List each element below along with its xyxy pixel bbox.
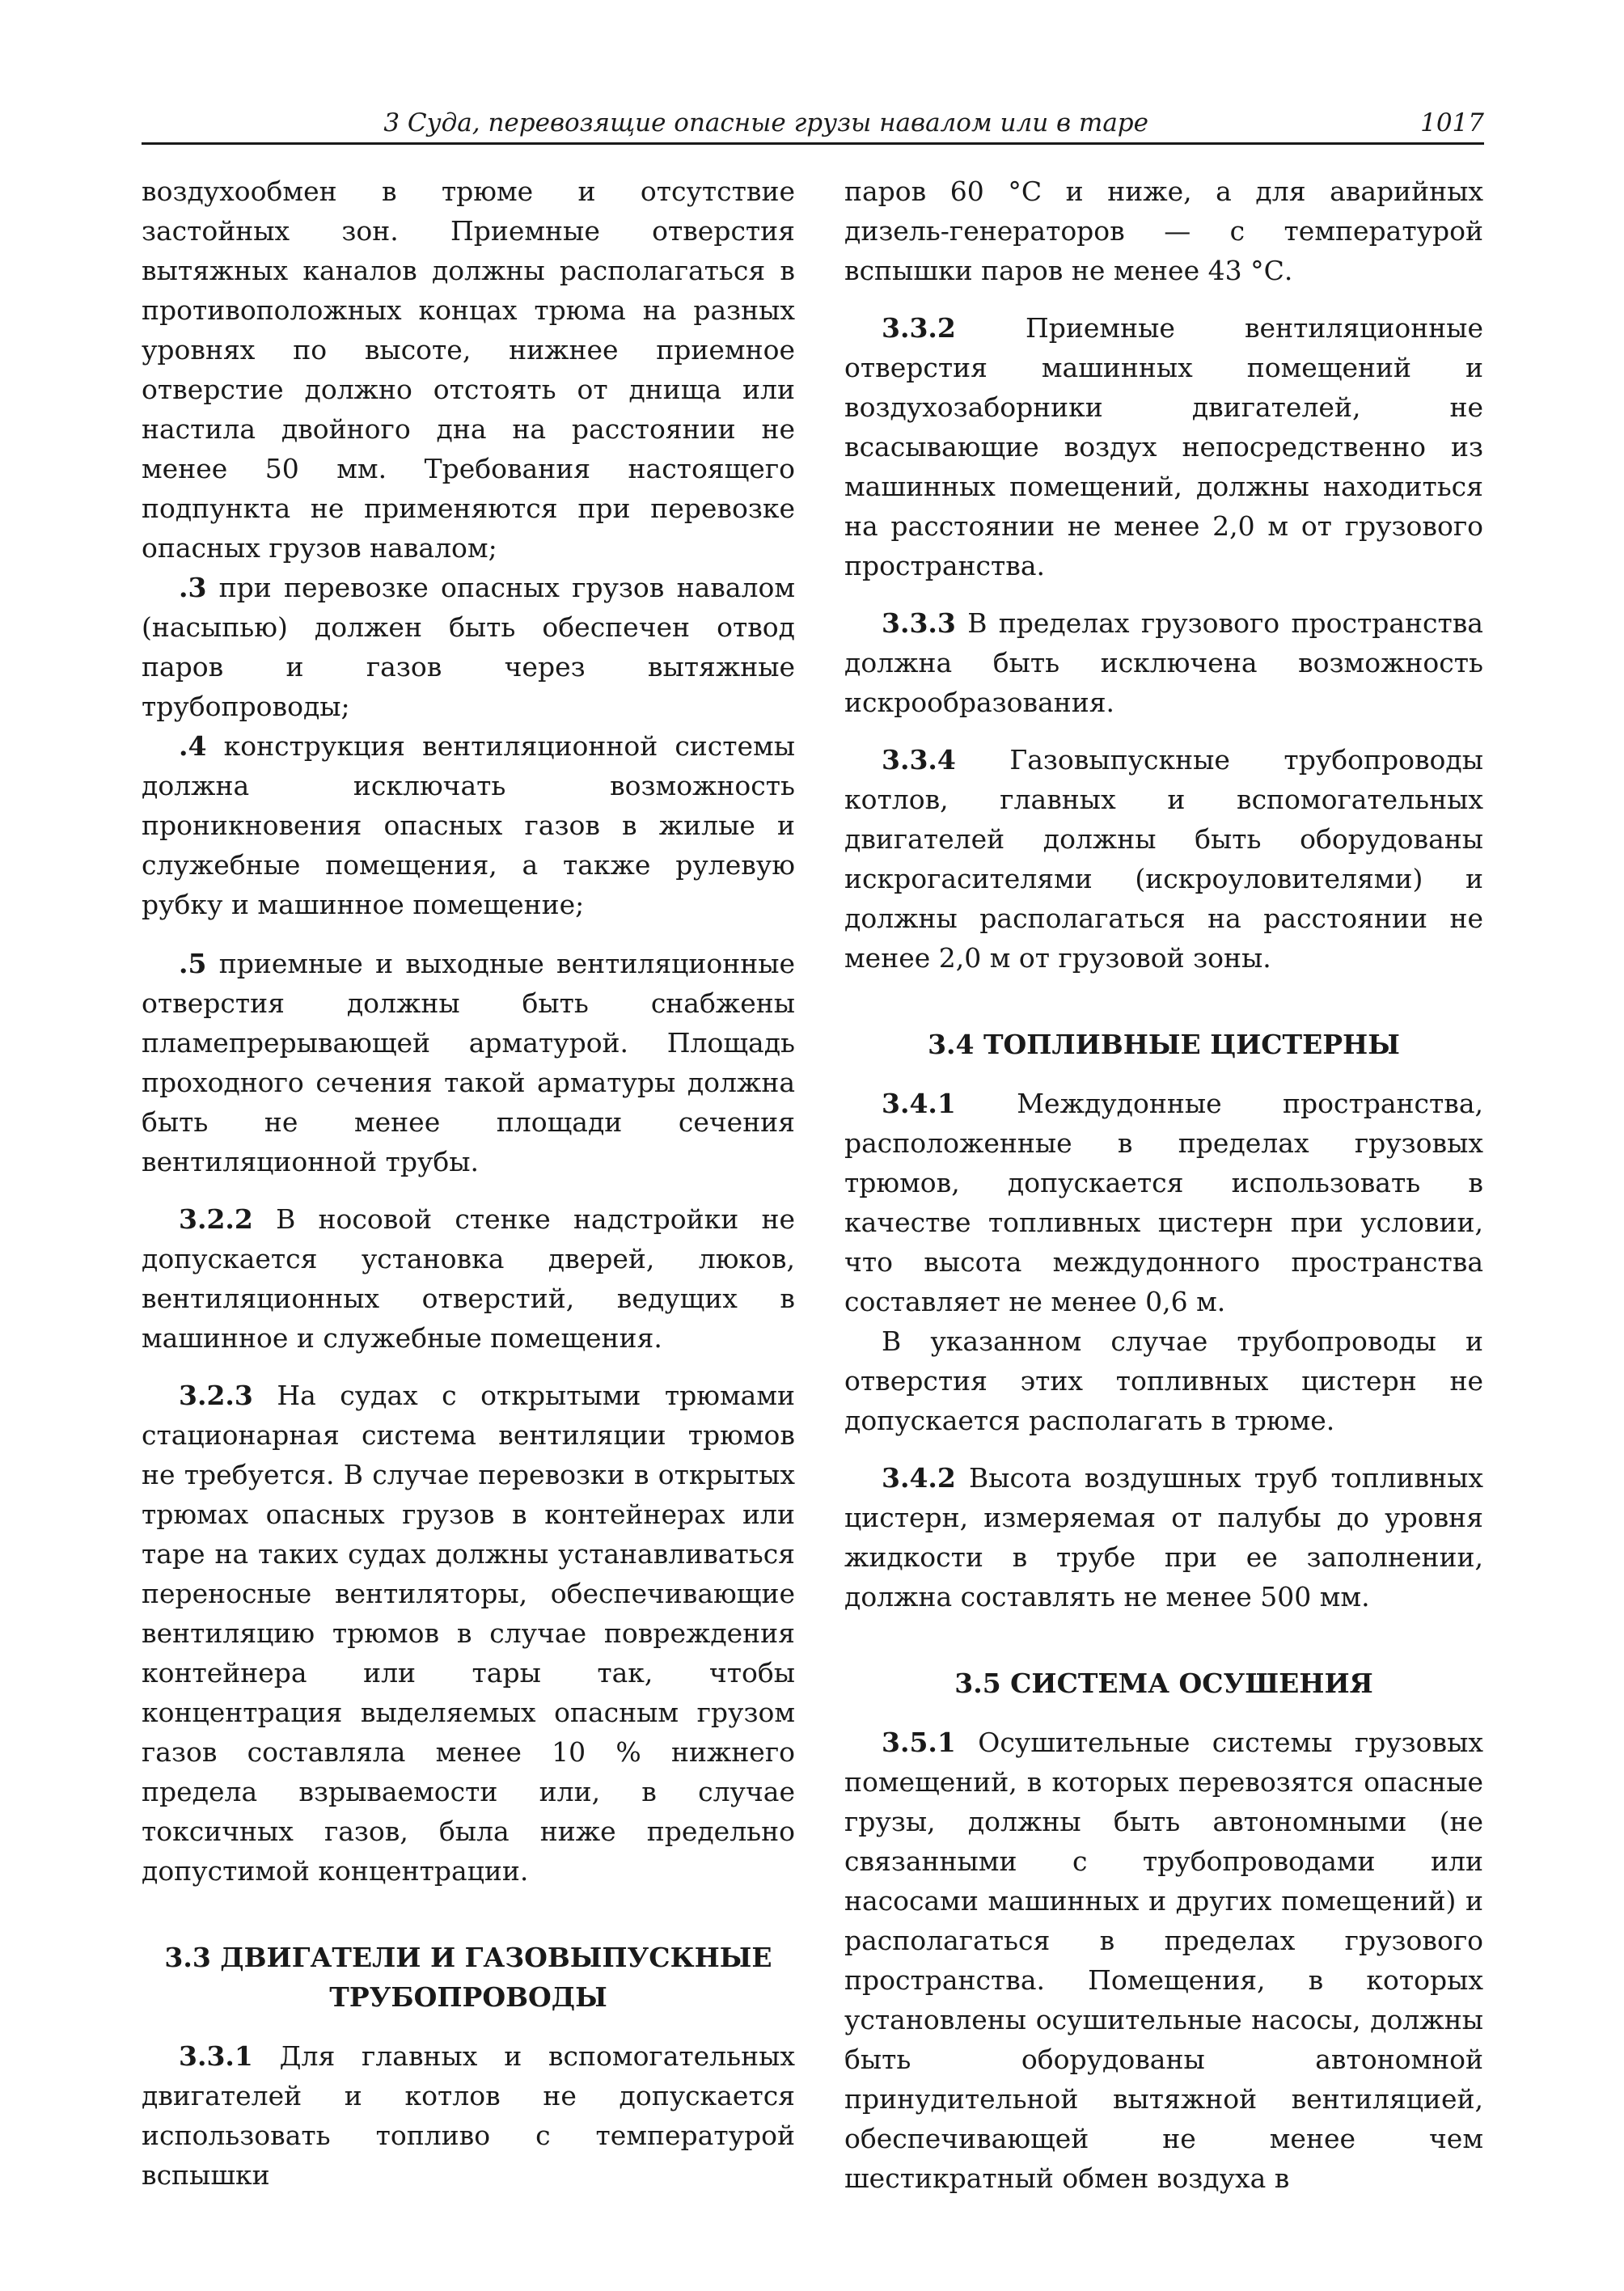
clause-text: Высота воздушных труб топливных цистерн, измеряемая от палубы до уровня жидкости в трубе при ее заполнении, должна составлять не менее 500 мм. [844, 1462, 1483, 1613]
clause-number: 3.2.3 [179, 1380, 253, 1411]
item-number: .5 [179, 948, 207, 979]
clause-text: Приемные вентиляционные отверстия машинных помещений и воздухозаборники двигателей, не всасывающие воздух непосредственно из машинных помещений, должны находиться на расстоянии не менее 2,0 м от грузового пространства. [844, 312, 1483, 581]
paragraph-3-3-4 [844, 740, 1483, 978]
page-number: 1017 [1420, 108, 1484, 137]
heading-line-1: 3.3 ДВИГАТЕЛИ И ГАЗОВЫПУСКНЫЕ [164, 1942, 772, 1973]
paragraph-3-3-1 [142, 2036, 795, 2195]
clause-text: В пределах грузового пространства должна быть исключена возможность искрообразования. [844, 607, 1483, 718]
paragraph-3-3-3 [844, 603, 1483, 722]
section-heading-3-4: 3.4 ТОПЛИВНЫЕ ЦИСТЕРНЫ [928, 1029, 1400, 1060]
clause-number: 3.4.2 [882, 1462, 956, 1494]
paragraph-3-2-3 [142, 1376, 795, 1891]
clause-text: Междудонные пространства, расположенные в пределах грузовых трюмов, допускается использовать в качестве топливных цистерн при условии, что высота междудонного пространства составляет не менее 0,6 м. [844, 1088, 1483, 1317]
paragraph-3-5-1 [844, 1722, 1483, 2198]
list-item-5 [142, 944, 795, 1181]
clause-number: 3.3.1 [179, 2040, 253, 2072]
paragraph-3-4-1-cont: В указанном случае трубопроводы и отверстия этих топливных цистерн не допускается располагать в трюме. [844, 1325, 1483, 1436]
running-header [142, 104, 1484, 145]
clause-text: Осушительные системы грузовых помещений, в которых перевозятся опасные грузы, должны быть автономными (не связанными с трубопроводами или насосами машинных и других помещений) и располагаться в пределах грузового пространства. Помещения, в которых установлены осушительные насосы, должны быть оборудованы автономной принудительной вытяжной вентиляцией, обеспечивающей не менее чем шестикратный обмен воздуха в [844, 1727, 1483, 2194]
running-title: 3 Суда, перевозящие опасные грузы навалом или в таре [383, 108, 1148, 137]
clause-text: Газовыпускные трубопроводы котлов, главных и вспомогательных двигателей должны быть оборудованы искрогасителями (искроуловителями) и должны располагаться на расстоянии не менее 2,0 м от грузовой зоны. [844, 744, 1483, 974]
list-item-4 [142, 726, 795, 924]
section-heading-3-5: 3.5 СИСТЕМА ОСУШЕНИЯ [954, 1668, 1373, 1699]
continued-paragraph: паров 60 °С и ниже, а для аварийных дизель-генераторов — с температурой вспышки паров не менее 43 °С. [844, 175, 1483, 286]
right-column [844, 171, 1483, 2194]
continued-paragraph: воздухообмен в трюме и отсутствие застойных зон. Приемные отверстия вытяжных каналов должны располагаться в противоположных концах трюма на разных уровнях по высоте, нижнее приемное отверстие должно отстоять от днища или настила двойного дна на расстоянии не менее 50 мм. Требования настоящего подпункта не применяются при перевозке опасных грузов навалом; [142, 175, 795, 564]
item-text: при перевозке опасных грузов навалом (насыпью) должен быть обеспечен отвод паров и газов через вытяжные трубопроводы; [142, 572, 795, 722]
section-heading-3-3 [142, 1938, 795, 2017]
list-item-3 [142, 568, 795, 726]
clause-number: 3.3.2 [882, 312, 956, 344]
item-text: конструкция вентиляционной системы должна исключать возможность проникновения опасных газов в жилые и служебные помещения, а также рулевую рубку и машинное помещение; [142, 730, 795, 920]
clause-number: 3.5.1 [882, 1727, 956, 1758]
clause-number: 3.4.1 [882, 1088, 956, 1119]
clause-text: Для главных и вспомогательных двигателей и котлов не допускается использовать топливо с температурой вспышки [142, 2040, 795, 2191]
clause-number: 3.3.3 [882, 607, 956, 639]
paragraph-3-4-2 [844, 1458, 1483, 1617]
left-column [142, 171, 795, 2191]
paragraph-3-3-2 [844, 308, 1483, 585]
paragraph-3-2-2 [142, 1199, 795, 1358]
paragraph-3-4-1 [844, 1084, 1483, 1321]
clause-text: В носовой стенке надстройки не допускается установка дверей, люков, вентиляционных отверстий, ведущих в машинное и служебные помещения. [142, 1203, 795, 1354]
clause-text: На судах с открытыми трюмами стационарная система вентиляции трюмов не требуется. В случае перевозки в открытых трюмах опасных грузов в контейнерах или таре на таких судах должны устанавливаться переносные вентиляторы, обеспечивающие вентиляцию трюмов в случае повреждения контейнера или тары так, чтобы концентрация выделяемых опасным грузом газов составляла менее 10 % нижнего предела взрываемости или, в случае токсичных газов, была ниже предельно допустимой концентрации. [142, 1380, 795, 1887]
clause-number: 3.3.4 [882, 744, 956, 776]
heading-line-2: ТРУБОПРОВОДЫ [329, 1981, 607, 2013]
clause-number: 3.2.2 [179, 1203, 253, 1235]
item-number: .3 [179, 572, 207, 603]
item-text: приемные и выходные вентиляционные отверстия должны быть снабжены пламепрерывающей арматурой. Площадь проходного сечения такой арматуры должна быть не менее площади сечения вентиляционной трубы. [142, 948, 795, 1177]
item-number: .4 [179, 730, 207, 762]
